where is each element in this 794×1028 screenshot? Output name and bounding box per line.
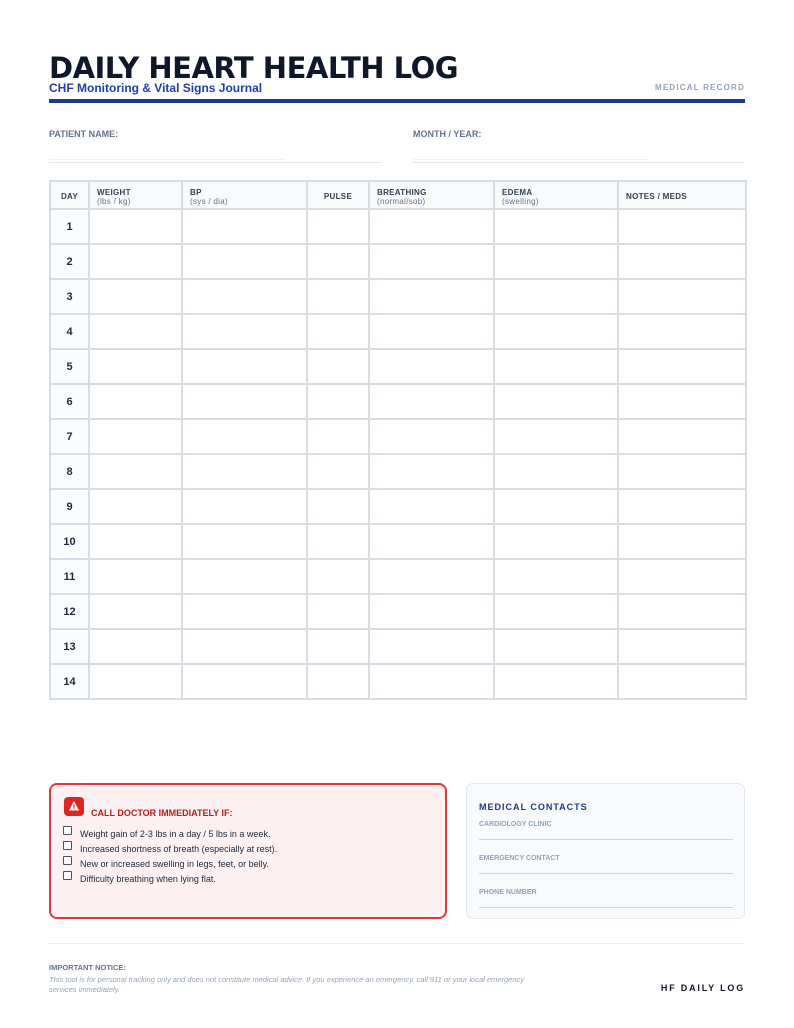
edema-cell[interactable]	[494, 349, 618, 384]
pulse-cell[interactable]	[307, 384, 369, 419]
edema-cell[interactable]	[494, 489, 618, 524]
checkbox[interactable]	[63, 841, 72, 850]
month-year-line	[413, 162, 745, 163]
breathing-cell[interactable]	[369, 629, 494, 664]
column-header-breathing: BREATHING (normal/sob)	[369, 181, 494, 209]
bp-cell[interactable]	[182, 314, 307, 349]
weight-cell[interactable]	[89, 314, 182, 349]
notes-cell[interactable]	[618, 594, 746, 629]
notes-cell[interactable]	[618, 279, 746, 314]
patient-name-line	[49, 162, 382, 163]
footer-divider	[49, 943, 745, 944]
edema-cell[interactable]	[494, 384, 618, 419]
table-row	[50, 384, 746, 419]
notes-cell[interactable]	[618, 559, 746, 594]
table-row	[50, 629, 746, 664]
patient-name-field[interactable]	[49, 129, 118, 139]
bp-cell[interactable]	[182, 559, 307, 594]
breathing-cell[interactable]	[369, 244, 494, 279]
day-number: 9	[50, 489, 89, 524]
cardiology-clinic-field[interactable]	[479, 821, 733, 828]
table-row	[50, 559, 746, 594]
day-number: 1	[50, 209, 89, 244]
month-year-guide	[413, 159, 648, 160]
month-year-label: MONTH / YEAR:	[413, 129, 482, 139]
day-number: 5	[50, 349, 89, 384]
bp-cell[interactable]	[182, 594, 307, 629]
header-divider	[49, 99, 745, 103]
alert-title: CALL DOCTOR IMMEDIATELY IF:	[91, 808, 233, 818]
breathing-cell[interactable]	[369, 314, 494, 349]
notes-cell[interactable]	[618, 244, 746, 279]
bp-cell[interactable]	[182, 209, 307, 244]
weight-cell[interactable]	[89, 664, 182, 699]
day-number: 3	[50, 279, 89, 314]
pulse-cell[interactable]	[307, 244, 369, 279]
column-header-bp: BP (sys / dia)	[182, 181, 307, 209]
pulse-cell[interactable]	[307, 209, 369, 244]
contacts-title: MEDICAL CONTACTS	[479, 802, 588, 812]
weight-cell[interactable]	[89, 454, 182, 489]
day-number: 7	[50, 419, 89, 454]
pulse-cell[interactable]	[307, 279, 369, 314]
day-number: 4	[50, 314, 89, 349]
alert-item-text: New or increased swelling in legs, feet, or belly.	[80, 859, 269, 869]
pulse-cell[interactable]	[307, 559, 369, 594]
notes-cell[interactable]	[618, 209, 746, 244]
breathing-cell[interactable]	[369, 349, 494, 384]
alert-item-text: Weight gain of 2-3 lbs in a day / 5 lbs in a week.	[80, 829, 271, 839]
column-header-pulse: PULSE	[307, 181, 369, 209]
patient-name-guide	[49, 159, 284, 160]
edema-cell[interactable]	[494, 594, 618, 629]
warning-icon	[64, 797, 84, 816]
breathing-cell[interactable]	[369, 384, 494, 419]
page-title: DAILY HEART HEALTH LOG	[49, 51, 459, 85]
pulse-cell[interactable]	[307, 594, 369, 629]
checkbox[interactable]	[63, 826, 72, 835]
bp-cell[interactable]	[182, 384, 307, 419]
notes-cell[interactable]	[618, 524, 746, 559]
weight-cell[interactable]	[89, 419, 182, 454]
phone-number-line	[479, 907, 733, 908]
notes-cell[interactable]	[618, 384, 746, 419]
weight-cell[interactable]	[89, 209, 182, 244]
emergency-contact-label: EMERGENCY CONTACT	[479, 855, 560, 862]
pulse-cell[interactable]	[307, 349, 369, 384]
table-row	[50, 419, 746, 454]
edema-cell[interactable]	[494, 419, 618, 454]
pulse-cell[interactable]	[307, 524, 369, 559]
notice-text: This tool is for personal tracking only and does not constitute medical advice. If you experience an emergency, call 911 or your local emergency services immediately.	[49, 975, 524, 994]
notice-title: IMPORTANT NOTICE:	[49, 963, 126, 972]
edema-cell[interactable]	[494, 664, 618, 699]
weight-cell[interactable]	[89, 559, 182, 594]
breathing-cell[interactable]	[369, 489, 494, 524]
weight-cell[interactable]	[89, 524, 182, 559]
medical-record-tag: MEDICAL RECORD	[655, 83, 745, 92]
day-number: 11	[50, 559, 89, 594]
bp-cell[interactable]	[182, 279, 307, 314]
weight-cell[interactable]	[89, 629, 182, 664]
checkbox[interactable]	[63, 871, 72, 880]
weight-cell[interactable]	[89, 384, 182, 419]
notes-cell[interactable]	[618, 629, 746, 664]
phone-number-label: PHONE NUMBER	[479, 889, 537, 896]
table-row	[50, 314, 746, 349]
medical-contacts-panel	[466, 783, 745, 919]
weight-cell[interactable]	[89, 489, 182, 524]
page-subtitle: CHF Monitoring & Vital Signs Journal	[49, 81, 263, 95]
column-header-weight: WEIGHT (lbs / kg)	[89, 181, 182, 209]
breathing-cell[interactable]	[369, 664, 494, 699]
day-number: 14	[50, 664, 89, 699]
table-row	[50, 524, 746, 559]
weight-cell[interactable]	[89, 349, 182, 384]
table-row	[50, 594, 746, 629]
edema-cell[interactable]	[494, 279, 618, 314]
emergency-contact-field[interactable]	[479, 855, 733, 862]
day-number: 13	[50, 629, 89, 664]
phone-number-field[interactable]	[479, 889, 733, 896]
daily-log-table	[49, 180, 747, 700]
edema-cell[interactable]	[494, 244, 618, 279]
day-number: 2	[50, 244, 89, 279]
pulse-cell[interactable]	[307, 664, 369, 699]
notes-cell[interactable]	[618, 664, 746, 699]
edema-cell[interactable]	[494, 629, 618, 664]
table-row	[50, 279, 746, 314]
call-doctor-alert	[49, 783, 447, 919]
table-row	[50, 454, 746, 489]
checkbox[interactable]	[63, 856, 72, 865]
footer-brand: HF DAILY LOG	[660, 983, 745, 993]
breathing-cell[interactable]	[369, 279, 494, 314]
table-row	[50, 349, 746, 384]
pulse-cell[interactable]	[307, 314, 369, 349]
header	[49, 52, 745, 95]
breathing-cell[interactable]	[369, 524, 494, 559]
bp-cell[interactable]	[182, 419, 307, 454]
weight-cell[interactable]	[89, 594, 182, 629]
pulse-cell[interactable]	[307, 489, 369, 524]
column-header-day: DAY	[50, 181, 89, 209]
breathing-cell[interactable]	[369, 419, 494, 454]
column-header-notes: NOTES / MEDS	[618, 181, 746, 209]
emergency-contact-line	[479, 873, 733, 874]
notes-cell[interactable]	[618, 489, 746, 524]
pulse-cell[interactable]	[307, 629, 369, 664]
day-number: 6	[50, 384, 89, 419]
table-body	[50, 209, 746, 699]
table-row	[50, 244, 746, 279]
day-number: 12	[50, 594, 89, 629]
bp-cell[interactable]	[182, 349, 307, 384]
table-header-row	[50, 181, 746, 209]
cardiology-clinic-label: CARDIOLOGY CLINIC	[479, 821, 552, 828]
bp-cell[interactable]	[182, 664, 307, 699]
patient-name-label: PATIENT NAME:	[49, 129, 119, 139]
bp-cell[interactable]	[182, 489, 307, 524]
day-number: 8	[50, 454, 89, 489]
bp-cell[interactable]	[182, 629, 307, 664]
notes-cell[interactable]	[618, 314, 746, 349]
table-row	[50, 664, 746, 699]
pulse-cell[interactable]	[307, 454, 369, 489]
column-header-edema: EDEMA (swelling)	[494, 181, 618, 209]
breathing-cell[interactable]	[369, 454, 494, 489]
month-year-field[interactable]	[413, 129, 481, 139]
bp-cell[interactable]	[182, 524, 307, 559]
breathing-cell[interactable]	[369, 209, 494, 244]
edema-cell[interactable]	[494, 524, 618, 559]
day-number: 10	[50, 524, 89, 559]
bp-cell[interactable]	[182, 454, 307, 489]
pulse-cell[interactable]	[307, 419, 369, 454]
breathing-cell[interactable]	[369, 559, 494, 594]
edema-cell[interactable]	[494, 209, 618, 244]
edema-cell[interactable]	[494, 559, 618, 594]
table-row	[50, 209, 746, 244]
weight-cell[interactable]	[89, 279, 182, 314]
alert-item-text: Increased shortness of breath (especially at rest).	[80, 844, 278, 854]
bp-cell[interactable]	[182, 244, 307, 279]
cardiology-clinic-line	[479, 839, 733, 840]
notes-cell[interactable]	[618, 419, 746, 454]
notes-cell[interactable]	[618, 454, 746, 489]
breathing-cell[interactable]	[369, 594, 494, 629]
alert-item-text: Difficulty breathing when lying flat.	[80, 874, 216, 884]
weight-cell[interactable]	[89, 244, 182, 279]
edema-cell[interactable]	[494, 314, 618, 349]
table-row	[50, 489, 746, 524]
notes-cell[interactable]	[618, 349, 746, 384]
edema-cell[interactable]	[494, 454, 618, 489]
